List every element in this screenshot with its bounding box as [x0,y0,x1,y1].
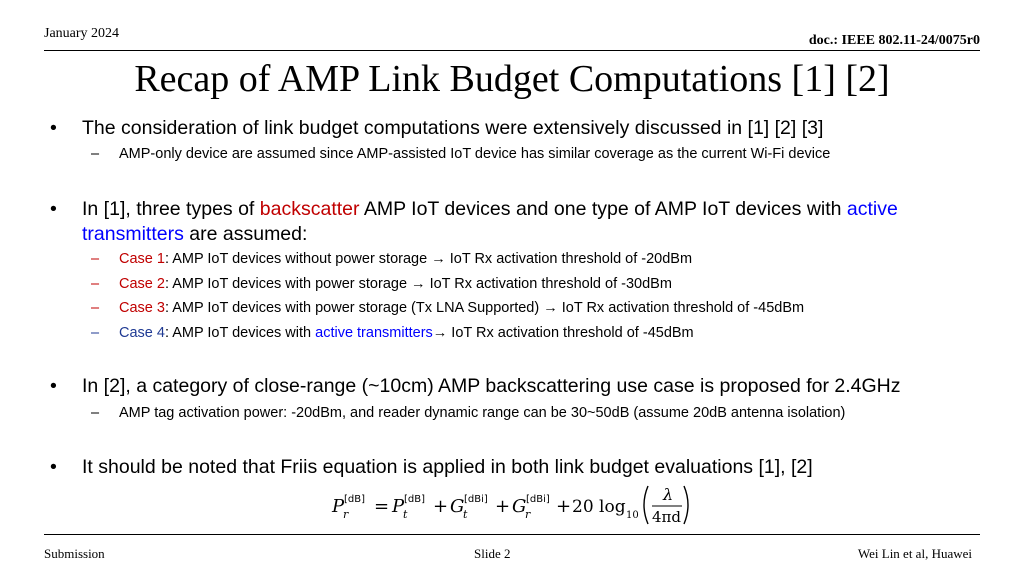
formula-p-t: P [392,496,405,517]
footer-slide-number: Slide 2 [474,546,511,561]
bullet-text: The consideration of link budget computations were extensively discussed in [1] [2] [3] [82,117,824,139]
active-transmitters-highlight: active transmitters [315,325,433,341]
formula-sup-dbi: [dBi] [464,494,488,505]
case-1-text: : AMP IoT devices without power storage [164,251,432,267]
sub-bullet-text: AMP-only device are assumed since AMP-assisted IoT device has similar coverage as the current Wi-Fi device [119,146,831,162]
sub-bullet-amp-only [91,144,999,164]
header-doc-id: doc.: IEEE 802.11-24/0075r0 [808,33,980,48]
bullet-friis-equation [50,455,992,480]
bullet-dot: • [50,456,57,478]
bullet-dot: • [50,117,57,139]
sub-bullet-dash: – [91,251,100,267]
formula-lambda: λ [663,485,674,504]
formula-g-t: G [450,496,465,517]
formula-sub-r-2: r [525,508,531,521]
formula-right-paren [684,486,688,524]
formula-g-r: G [512,496,527,517]
bullet-text: It should be noted that Friis equation is applied in both link budget evaluations [1], [2] [82,456,813,478]
formula-left-paren [644,486,648,524]
bullet-text-mid: AMP IoT devices and one type of AMP IoT devices with [359,198,847,220]
case-4-item [91,323,999,343]
bullet-text-pre: In [1], three types of [82,198,260,220]
transmitters-highlight: transmitters [82,223,184,245]
arrow-icon: → [431,251,446,267]
formula-sup-dbi-2: [dBi] [526,494,550,505]
bullet-text: In [2], a category of close-range (~10cm) AMP backscattering use case is proposed for 2.4GHz [82,375,901,397]
formula-coef: 20 log [572,497,626,517]
formula-plus-2: + [495,496,511,517]
sub-bullet-dash: – [91,325,100,341]
arrow-icon: → [543,300,558,316]
header-rule [44,50,980,51]
backscatter-highlight: backscatter [259,198,360,220]
footer-submission: Submission [44,546,105,561]
friis-formula [330,482,690,528]
sub-bullet-dash: – [91,146,100,162]
slide-title: Recap of AMP Link Budget Computations [1] [2] [134,58,890,100]
case-3-text: : AMP IoT devices with power storage (Tx LNA Supported) [164,300,544,316]
formula-sup-db: [dB] [344,494,366,505]
case-2-result: IoT Rx activation threshold of -30dBm [425,276,672,292]
formula-log-base: 10 [626,510,639,521]
arrow-icon: → [432,325,448,341]
formula-plus-3: + [556,496,572,517]
footer-author: Wei Lin et al, Huawei [857,546,972,561]
header-date: January 2024 [44,26,120,41]
bullet-close-range [50,374,992,399]
case-4-text: : AMP IoT devices with [164,325,316,341]
footer-rule [44,534,980,535]
case-2-item [91,274,999,294]
case-1-result: IoT Rx activation threshold of -20dBm [445,251,693,267]
case-1-label: Case 1 [119,251,165,267]
case-2-label: Case 2 [119,276,165,292]
bullet-text-post: are assumed: [183,223,308,245]
bullet-link-budget-discussion [50,116,992,141]
formula-sup-db-2: [dB] [404,494,426,505]
sub-bullet-tag-activation [91,403,999,423]
case-4-result: IoT Rx activation threshold of -45dBm [447,325,694,341]
formula-plus-1: + [433,496,449,517]
sub-bullet-dash: – [91,276,100,292]
formula-sub-r: r [343,508,349,521]
case-3-item [91,298,999,318]
case-3-result: IoT Rx activation threshold of -45dBm [557,300,805,316]
case-4-label: Case 4 [119,325,165,341]
formula-p: P [332,496,345,517]
formula-sub-t: t [403,508,408,521]
arrow-icon: → [411,276,426,292]
bullet-dot: • [50,375,57,397]
bullet-dot: • [50,198,57,220]
sub-bullet-dash: – [91,300,100,316]
active-highlight: active [846,198,898,220]
formula-equals: = [374,496,390,517]
case-3-label: Case 3 [119,300,165,316]
formula-denominator: 4πd [652,508,682,526]
sub-bullet-dash: – [91,405,100,421]
formula-sub-t-2: t [463,508,468,521]
case-2-text: : AMP IoT devices with power storage [164,276,412,292]
bullet-device-types [50,197,992,247]
case-1-item [91,249,999,269]
sub-bullet-text: AMP tag activation power: -20dBm, and reader dynamic range can be 30~50dB (assume 20dB antenna isolation) [119,405,846,421]
